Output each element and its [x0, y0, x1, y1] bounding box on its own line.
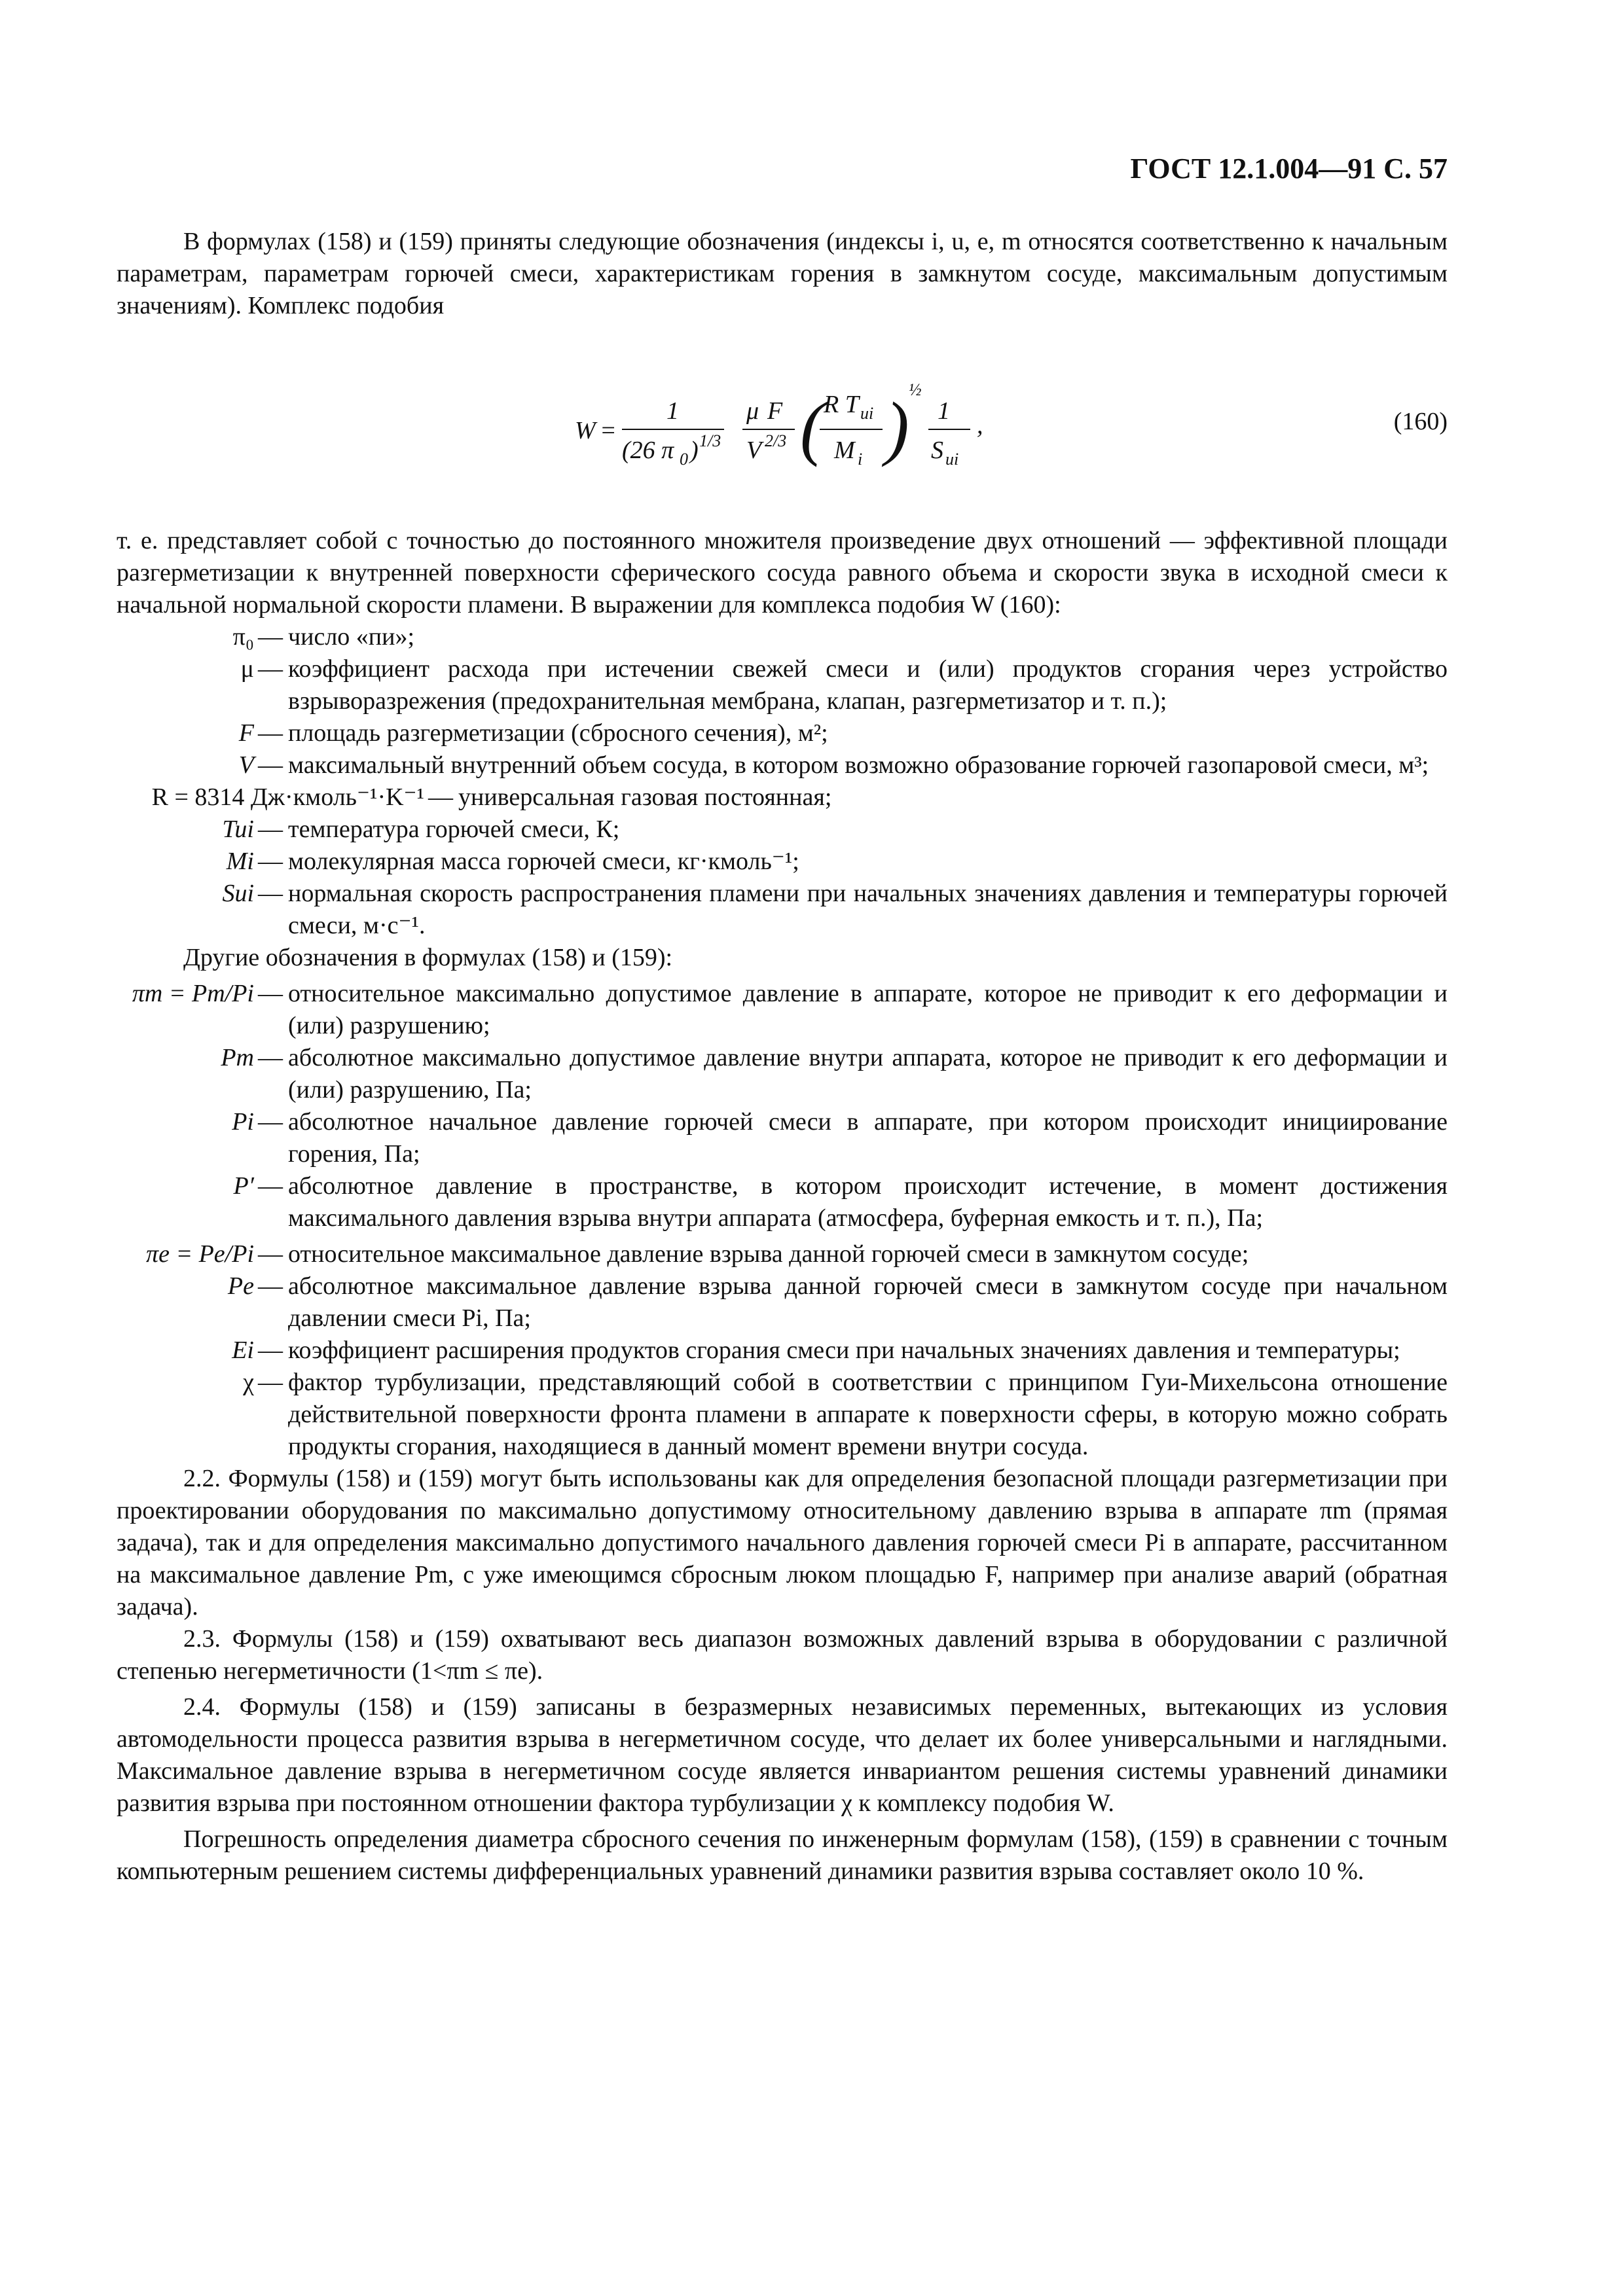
- em-dash: —: [258, 623, 283, 651]
- em-dash: —: [258, 880, 283, 907]
- other-definitions-intro: Другие обозначения в формулах (158) и (159):: [183, 944, 673, 971]
- svg-text:W: W: [575, 417, 596, 444]
- explanation-paragraph: т. е. представляет собой с точностью до постоянного множителя произведение двух отношений — эффективной площади разгерметизации к внутренней поверхности сферического сосуда равного объема и скорости звука в исходной смеси к начальной нормальной скорости пламени. В выражении для комплекса подобия W (160):: [117, 527, 1448, 619]
- em-dash: —: [258, 719, 283, 747]
- definition-text: абсолютное максимальное давление взрыва данной горючей смеси в замкнутом сосуде при начальном давлении смеси Pi, Па;: [288, 1272, 1448, 1332]
- svg-text:1: 1: [938, 397, 950, 425]
- em-dash: —: [258, 751, 283, 779]
- definition-symbol: P′: [233, 1172, 254, 1200]
- em-dash: —: [258, 1172, 283, 1200]
- definition-row: [117, 1106, 1448, 1170]
- intro-paragraph: В формулах (158) и (159) приняты следующие обозначения (индексы i, u, e, m относятся соответственно к начальным параметрам, параметрам горючей смеси, характеристикам горения в замкнутом сосуде, максимальным допустимым значениям). Комплекс подобия: [117, 228, 1448, 319]
- paragraph-2-3: 2.3. Формулы (158) и (159) охватывают весь диапазон возможных давлений взрыва в оборудовании с различной степенью негерметичности (1<πm ≤ πe).: [117, 1625, 1448, 1685]
- definition-row: [117, 621, 1448, 653]
- page-header: ГОСТ 12.1.004—91 С. 57: [1130, 152, 1448, 185]
- definition-symbol: Tui: [222, 816, 254, 843]
- em-dash: —: [258, 848, 283, 875]
- definition-symbol: π₀: [232, 623, 254, 651]
- definition-symbol: Ei: [232, 1336, 254, 1364]
- definition-text: нормальная скорость распространения пламени при начальных значениях давления и температуры горючей смеси, м·с⁻¹.: [288, 880, 1448, 939]
- paragraph-2-2: 2.2. Формулы (158) и (159) могут быть использованы как для определения безопасной площади разгерметизации при проектировании оборудования по максимально допустимому относительному давлению взрыва в аппарате πm (прямая задача), так и для определения максимально допустимого начального давления горючей смеси Pi в аппарате, рассчитанном на максимальное давление Pm, с уже имеющимся сбросным люком площадью F, например при анализе аварий (обратная задача).: [117, 1465, 1448, 1621]
- definition-text: относительное максимальное давление взрыва данной горючей смеси в замкнутом сосуде;: [288, 1240, 1249, 1268]
- definition-row: [117, 749, 1448, 781]
- em-dash: —: [258, 655, 283, 683]
- em-dash: —: [258, 1044, 283, 1071]
- svg-text:V: V: [746, 437, 762, 464]
- definition-text: фактор турбулизации, представляющий собой в соответствии с принципом Гуи-Михельсона отношение действительной поверхности фронта пламени в аппарате к поверхности сферы, в которую можно собрать продукты сгорания, находящиеся в данный момент времени внутри сосуда.: [288, 1369, 1448, 1460]
- definition-text: число «пи»;: [288, 623, 415, 651]
- definition-row: [117, 1335, 1448, 1367]
- svg-text:(26 π: (26 π: [622, 437, 674, 464]
- definition-row: [117, 814, 1448, 846]
- formula-number: (160): [1393, 408, 1448, 435]
- definition-symbol: πm = Pm/Pi: [132, 980, 254, 1007]
- definition-row: [117, 878, 1448, 942]
- em-dash: —: [258, 1108, 283, 1136]
- document-body: [117, 226, 1448, 1888]
- paragraph-2-4: 2.4. Формулы (158) и (159) записаны в безразмерных независимых переменных, вытекающих из условия автомодельности процесса развития взрыва в негерметичном сосуде, что делает их более универсальными и наглядными. Максимальное давление взрыва в негерметичном сосуде является инвариантом решения системы уравнений динамики развития взрыва при постоянном отношении фактора турбулизации χ к комплексу подобия W.: [117, 1693, 1448, 1817]
- svg-text:(: (: [800, 387, 824, 467]
- svg-text:=: =: [600, 417, 617, 444]
- em-dash: —: [258, 980, 283, 1007]
- definitions-list: [117, 621, 1448, 942]
- svg-text:μ: μ: [746, 397, 759, 425]
- definition-text: универсальная газовая постоянная;: [458, 783, 832, 811]
- definition-row: [117, 1170, 1448, 1234]
- definition-row: [117, 1042, 1448, 1106]
- definition-symbol: Pe: [227, 1272, 254, 1300]
- svg-text:M: M: [834, 437, 855, 464]
- definition-row: [117, 653, 1448, 717]
- svg-text:1: 1: [666, 397, 679, 425]
- svg-text:F: F: [767, 397, 783, 425]
- definition-text: температура горючей смеси, К;: [288, 816, 620, 843]
- definition-text: абсолютное начальное давление горючей смеси в аппарате, при котором происходит инициирование горения, Па;: [288, 1108, 1448, 1168]
- definition-row: [117, 978, 1448, 1042]
- svg-text:): ): [690, 437, 699, 464]
- definition-symbol: Pi: [232, 1108, 254, 1136]
- definition-text: абсолютное максимально допустимое давление внутри аппарата, которое не приводит к его деформации и (или) разрушению, Па;: [288, 1044, 1448, 1103]
- paragraph-error: Погрешность определения диаметра сбросного сечения по инженерным формулам (158), (159) в сравнении с точным компьютерным решением системы дифференциальных уравнений динамики развития взрыва составляет около 10 %.: [117, 1825, 1448, 1885]
- svg-text:ui: ui: [860, 404, 874, 423]
- definition-text: коэффициент расхода при истечении свежей смеси и (или) продуктов сгорания через устройство взрыворазрежения (предохранительная мембрана, клапан, разгерметизатор и т. п.);: [288, 655, 1448, 715]
- definition-text: коэффициент расширения продуктов сгорания смеси при начальных значениях давления и температуры;: [288, 1336, 1400, 1364]
- definition-row: [117, 717, 1448, 749]
- definition-text: площадь разгерметизации (сбросного сечения), м²;: [288, 719, 828, 747]
- definition-text: молекулярная масса горючей смеси, кг·кмоль⁻¹;: [288, 848, 799, 875]
- svg-text:,: ,: [977, 412, 983, 439]
- definition-symbol: Sui: [222, 880, 254, 907]
- svg-text:1/3: 1/3: [699, 431, 721, 450]
- em-dash: —: [258, 1272, 283, 1300]
- em-dash: —: [258, 1369, 283, 1396]
- svg-text:S: S: [931, 437, 943, 464]
- formula-w-svg: [575, 361, 1112, 499]
- definition-text: максимальный внутренний объем сосуда, в котором возможно образование горючей газопаровой смеси, м³;: [288, 751, 1429, 779]
- other-definitions-list: [117, 978, 1448, 1463]
- definition-row: [117, 846, 1448, 878]
- em-dash: —: [258, 1240, 283, 1268]
- svg-text:): ): [885, 387, 909, 467]
- em-dash: —: [428, 783, 453, 811]
- svg-text:i: i: [858, 450, 863, 469]
- definition-symbol: V: [238, 751, 254, 779]
- definition-symbol: χ: [243, 1369, 254, 1396]
- em-dash: —: [258, 1336, 283, 1364]
- definition-symbol: πe = Pe/Pi: [146, 1240, 254, 1268]
- definition-row: [117, 1270, 1448, 1335]
- svg-text:2/3: 2/3: [765, 431, 787, 450]
- em-dash: —: [258, 816, 283, 843]
- definition-text: абсолютное давление в пространстве, в котором происходит истечение, в момент достижения максимального давления взрыва внутри аппарата (атмосфера, буферная емкость и т. п.), Па;: [288, 1172, 1448, 1232]
- definition-symbol: Mi: [226, 848, 254, 875]
- definition-text: относительное максимально допустимое давление в аппарате, которое не приводит к его деформации и (или) разрушению;: [288, 980, 1448, 1039]
- svg-text:R T: R T: [824, 391, 859, 418]
- definition-symbol: μ: [240, 655, 254, 683]
- definition-symbol: Pm: [221, 1044, 254, 1071]
- definition-symbol: F: [238, 719, 254, 747]
- svg-text:½: ½: [909, 380, 922, 399]
- svg-text:0: 0: [680, 450, 688, 469]
- definition-row: [117, 1367, 1448, 1463]
- definition-row: [117, 781, 1448, 814]
- formula-160: [117, 348, 1448, 505]
- definition-row: [117, 1238, 1448, 1270]
- svg-text:ui: ui: [945, 450, 959, 469]
- definition-symbol: R = 8314 Дж·кмоль⁻¹·K⁻¹: [151, 783, 424, 811]
